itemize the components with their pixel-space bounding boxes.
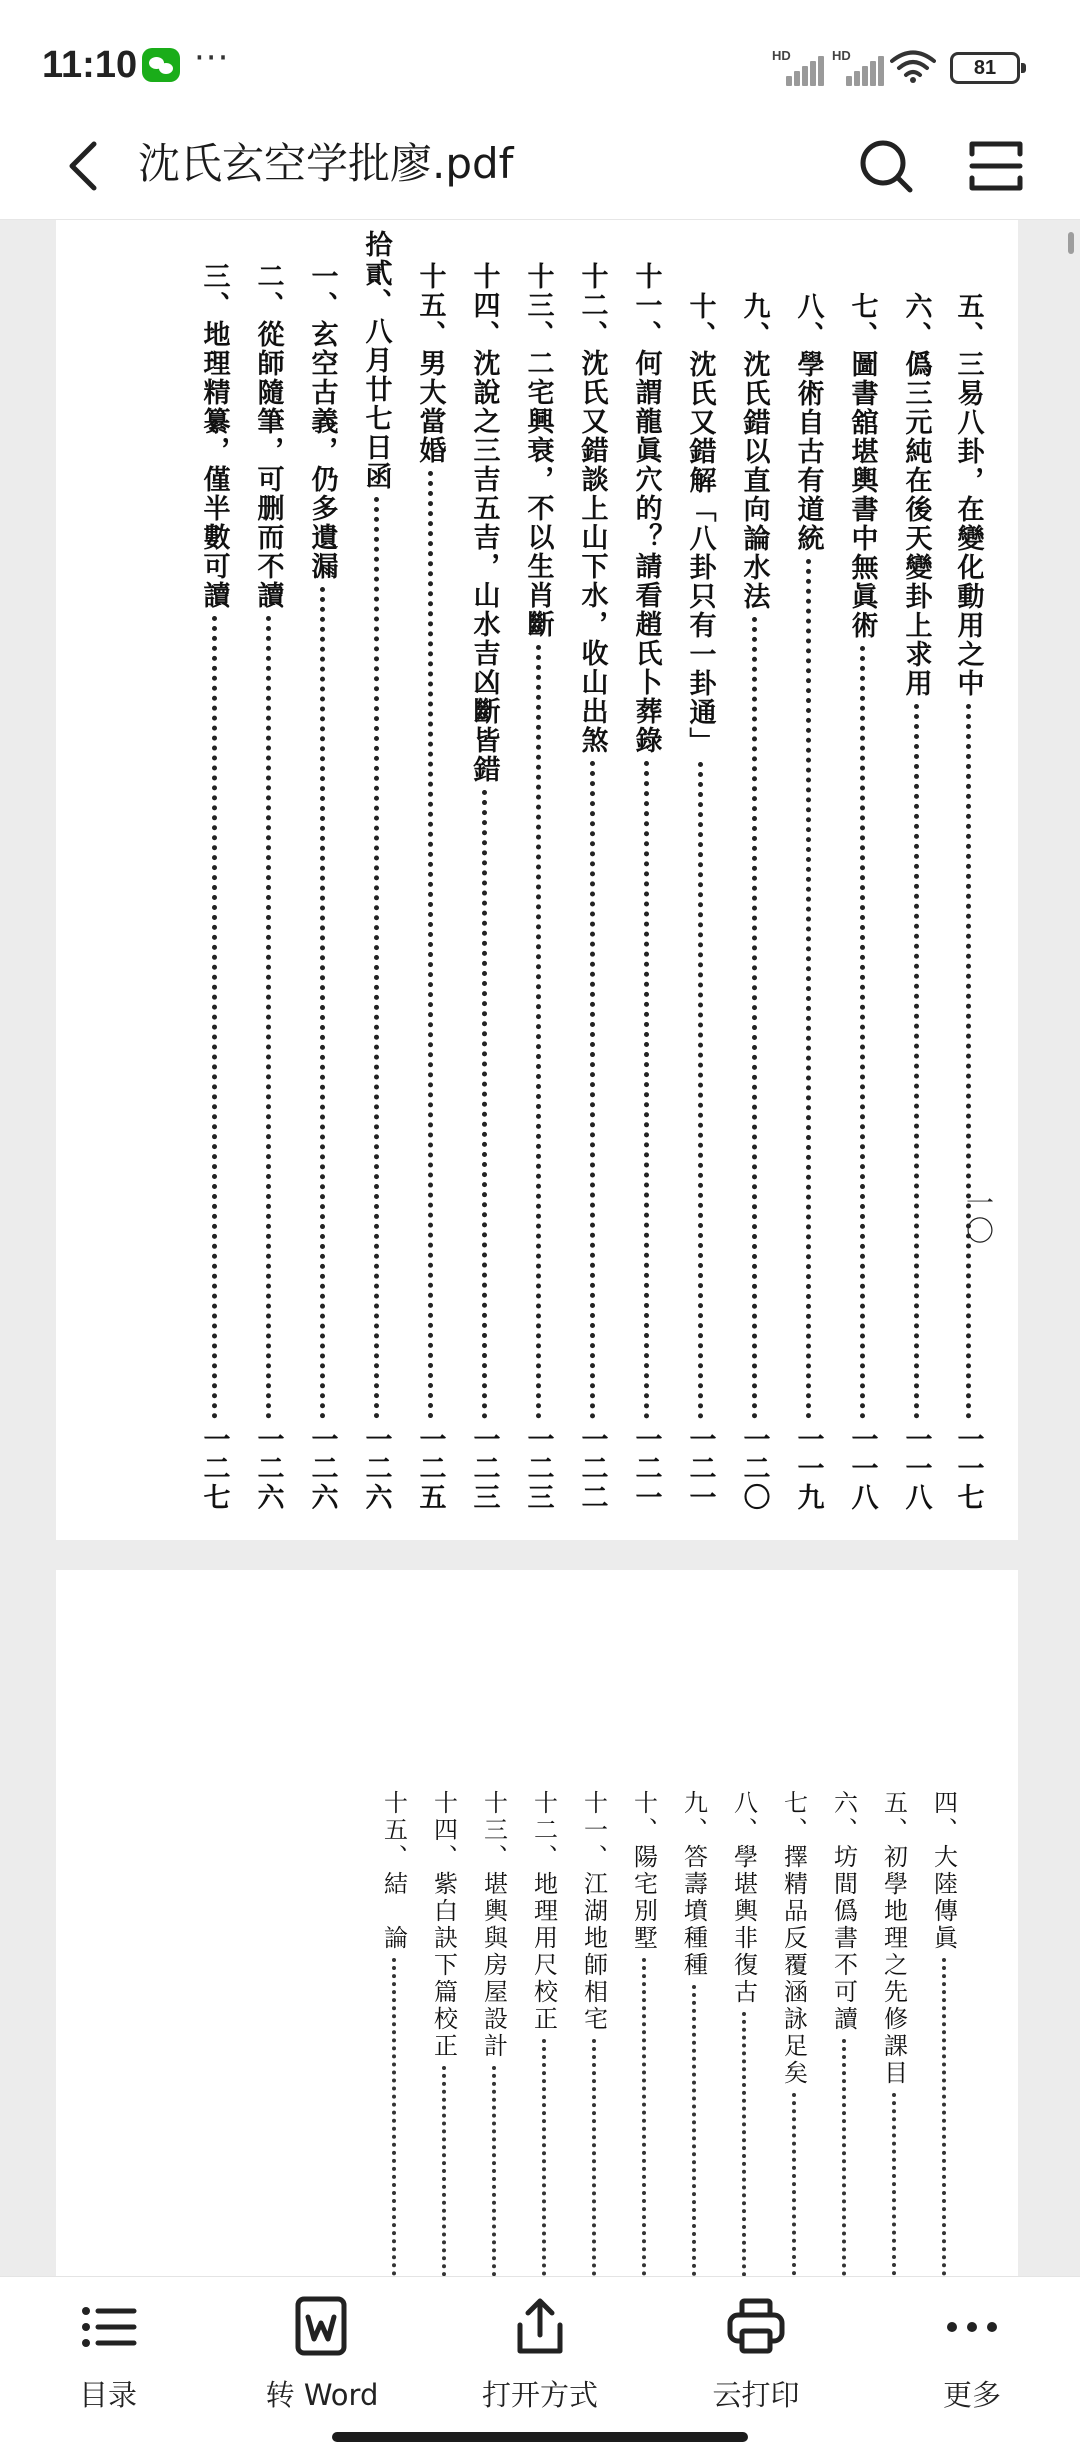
- toc-leader-dots: [642, 1958, 646, 2276]
- toc-entry-page: 一二六: [252, 1425, 284, 1512]
- toc-leader-dots: [892, 2093, 896, 2276]
- toc-leader-dots: [442, 2066, 446, 2276]
- wechat-icon: [142, 48, 180, 82]
- toc-entry-title: 八、學術自古有道統: [792, 292, 824, 553]
- pdf-page-2: [56, 1570, 1018, 2276]
- open-with-button[interactable]: [450, 2295, 630, 2415]
- toc-leader-dots: [536, 645, 541, 1419]
- toc-leader-dots: [942, 1958, 946, 2276]
- toc-entry[interactable]: [302, 262, 342, 1512]
- cloud-print-label: 云打印: [712, 2378, 800, 2412]
- toc-entry-page: 一二七: [198, 1425, 230, 1512]
- toc-entry[interactable]: [424, 1790, 464, 2276]
- toc-leader-dots: [742, 2012, 746, 2276]
- toc-entry-title: 十三、二宅興衰，不以生肖斷: [522, 262, 554, 639]
- signal-hd-label-2: HD: [832, 48, 851, 63]
- signal-icon: [772, 48, 828, 86]
- toc-entry[interactable]: [374, 1790, 414, 2276]
- toc-entry[interactable]: [824, 1790, 864, 2276]
- toc-entry-title: 十一、何謂龍眞穴的？請看趙氏卜葬錄: [630, 262, 662, 755]
- toc-leader-dots: [320, 587, 325, 1419]
- toc-leader-dots: [428, 471, 433, 1419]
- convert-word-button[interactable]: [232, 2295, 412, 2415]
- toc-entry[interactable]: [474, 1790, 514, 2276]
- toc-entry-title: 一、玄空古義，仍多遺漏: [306, 262, 338, 581]
- fullscreen-icon[interactable]: [966, 136, 1026, 196]
- toc-entry-title: 十四、紫白訣下篇校正: [429, 1790, 458, 2060]
- toc-entry-title: 十、沈氏又錯解「八卦只有一卦通」: [684, 292, 716, 756]
- more-button-label: 更多: [942, 2378, 1001, 2412]
- toc-entry-title: 六、僞三元純在後天變卦上求用: [900, 292, 932, 698]
- toc-entry-page: 一二三: [522, 1425, 554, 1512]
- search-icon[interactable]: [856, 136, 916, 196]
- toc-entry-title: 二、從師隨筆，可删而不讀: [252, 262, 284, 610]
- pdf-viewer[interactable]: [0, 220, 1080, 2276]
- more-icon: [940, 2295, 1004, 2359]
- toc-entry-page: 一一七: [952, 1425, 984, 1512]
- notification-more-icon: ···: [194, 38, 230, 78]
- toc-entry[interactable]: [624, 1790, 664, 2276]
- signal-hd-label: HD: [772, 48, 791, 63]
- toc-entry[interactable]: [518, 262, 558, 1512]
- toc-entry[interactable]: [842, 292, 882, 1512]
- toc-entry-title: 八、學堪輿非復古: [729, 1790, 758, 2006]
- toc-leader-dots: [392, 1958, 396, 2276]
- toc-leader-dots: [842, 2039, 846, 2276]
- toc-entry[interactable]: [896, 292, 936, 1512]
- toc-entry-title: 六、坊間僞書不可讀: [829, 1790, 858, 2033]
- toc-entry-title: 七、圖書舘堪輿書中無眞術: [846, 292, 878, 640]
- toc-entry-page: 一二一: [630, 1425, 662, 1512]
- toc-entry-page: 一一九: [792, 1425, 824, 1512]
- toc-entry-title: 九、沈氏錯以直向論水法: [738, 292, 770, 611]
- convert-word-label: 转 Word: [265, 2378, 379, 2412]
- toc-entry-title: 拾貳、八月廿七日函: [360, 230, 392, 491]
- share-icon: [508, 2295, 572, 2359]
- toc-leader-dots: [698, 762, 703, 1419]
- toc-leader-dots: [914, 704, 919, 1419]
- toc-entry-title: 七、擇精品反覆涵詠足矣: [779, 1790, 808, 2087]
- toc-entry[interactable]: [788, 292, 828, 1512]
- toc-entry[interactable]: [410, 262, 450, 1512]
- toc-entry-page: 一二六: [360, 1425, 392, 1512]
- toc-entry[interactable]: [356, 230, 396, 1512]
- toc-entry[interactable]: [734, 292, 774, 1512]
- toc-leader-dots: [212, 616, 217, 1419]
- toc-entry-title: 十四、沈說之三吉五吉，山水吉凶斷皆錯: [468, 262, 500, 784]
- toc-leader-dots: [752, 617, 757, 1419]
- word-icon: [290, 2295, 354, 2359]
- toc-leader-dots: [792, 2093, 796, 2276]
- app-header: [0, 110, 1080, 220]
- toc-leader-dots: [966, 704, 971, 1419]
- toc-entry[interactable]: [572, 262, 612, 1512]
- page-number: 一〇: [962, 1188, 995, 1244]
- open-with-label: 打开方式: [481, 2378, 598, 2412]
- toc-entry[interactable]: [724, 1790, 764, 2276]
- toc-entry-title: 十五、結 論: [379, 1790, 408, 1952]
- toc-entry-title: 十二、地理用尺校正: [529, 1790, 558, 2033]
- toc-button[interactable]: [18, 2295, 198, 2415]
- toc-entry-title: 十、陽宅別墅: [629, 1790, 658, 1952]
- toc-leader-dots: [644, 761, 649, 1419]
- toc-entry[interactable]: [874, 1790, 914, 2276]
- toc-leader-dots: [542, 2039, 546, 2276]
- pdf-page-1: [56, 220, 1018, 1540]
- toc-leader-dots: [482, 790, 487, 1419]
- list-icon: [76, 2295, 140, 2359]
- toc-entry[interactable]: [464, 262, 504, 1512]
- toc-entry-page: 一一八: [846, 1425, 878, 1512]
- toc-entry[interactable]: [674, 1790, 714, 2276]
- toc-leader-dots: [692, 1985, 696, 2276]
- toc-entry[interactable]: [680, 292, 720, 1512]
- toc-leader-dots: [806, 559, 811, 1419]
- toc-entry-page: 一二六: [306, 1425, 338, 1512]
- more-button[interactable]: [882, 2295, 1062, 2415]
- document-title: 沈氏玄空学批廖.pdf: [138, 139, 514, 188]
- toc-entry-title: 十三、堪輿與房屋設計: [479, 1790, 508, 2060]
- toc-entry-page: 一一八: [900, 1425, 932, 1512]
- toc-entry-page: 一二三: [468, 1425, 500, 1512]
- toc-entry[interactable]: [194, 262, 234, 1512]
- toc-leader-dots: [860, 646, 865, 1419]
- toc-button-label: 目录: [78, 2378, 137, 2412]
- toc-entry-title: 四、大陸傳眞: [929, 1790, 958, 1952]
- back-icon[interactable]: [60, 138, 110, 194]
- signal-icon-2: [832, 48, 888, 86]
- wifi-icon: [890, 50, 936, 84]
- toc-entry[interactable]: [248, 262, 288, 1512]
- toc-entry-page: 一二五: [414, 1425, 446, 1512]
- toc-entry-title: 五、三易八卦，在變化動用之中: [952, 292, 984, 698]
- toc-leader-dots: [592, 2039, 596, 2276]
- toc-entry-title: 十一、江湖地師相宅: [579, 1790, 608, 2033]
- toc-entry[interactable]: [774, 1790, 814, 2276]
- printer-icon: [724, 2295, 788, 2359]
- toc-entry-page: 一二一: [684, 1425, 716, 1512]
- cloud-print-button[interactable]: [666, 2295, 846, 2415]
- toc-leader-dots: [590, 761, 595, 1419]
- status-time: 11:10: [42, 44, 138, 86]
- battery-level: 81: [973, 57, 997, 79]
- battery-icon: [950, 52, 1020, 84]
- scrollbar-thumb[interactable]: [1068, 232, 1074, 254]
- toc-entry[interactable]: [574, 1790, 614, 2276]
- toc-entry-title: 十五、男大當婚: [414, 262, 446, 465]
- toc-leader-dots: [374, 497, 379, 1419]
- toc-entry-title: 九、答壽墳種種: [679, 1790, 708, 1979]
- toc-entry[interactable]: [924, 1790, 964, 2276]
- toc-entry-title: 五、初學地理之先修課目: [879, 1790, 908, 2087]
- home-indicator[interactable]: [332, 2432, 748, 2442]
- toc-entry-title: 三、地理精纂，僅半數可讀: [198, 262, 230, 610]
- toc-entry-page: 一二〇: [738, 1425, 770, 1512]
- toc-leader-dots: [492, 2066, 496, 2276]
- toc-entry[interactable]: [524, 1790, 564, 2276]
- toc-entry[interactable]: [948, 292, 988, 1512]
- toc-entry[interactable]: [626, 262, 666, 1512]
- toc-leader-dots: [266, 616, 271, 1419]
- toc-entry-page: 一二二: [576, 1425, 608, 1512]
- toc-entry-title: 十二、沈氏又錯談上山下水，收山出煞: [576, 262, 608, 755]
